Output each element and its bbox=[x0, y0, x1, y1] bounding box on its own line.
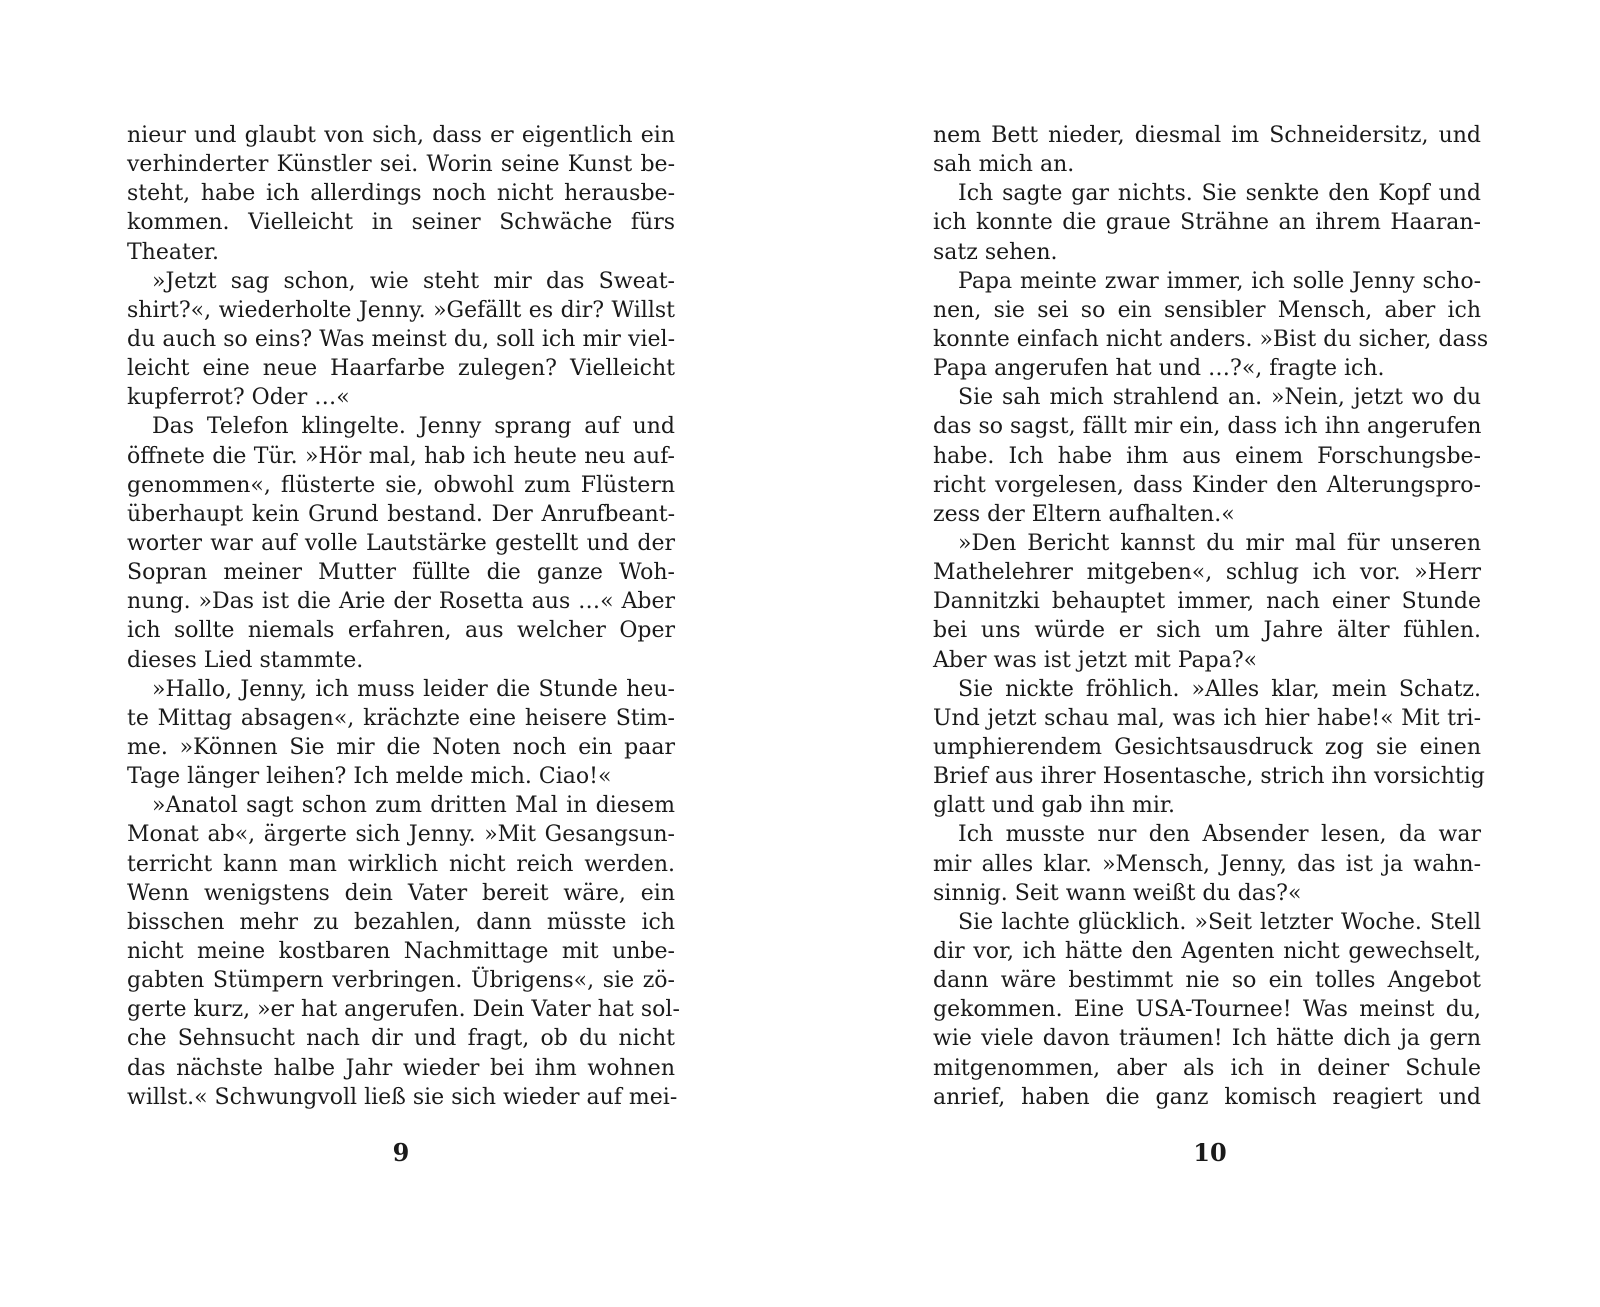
text-line: öffnete die Tür. »Hör mal, hab ich heute neu auf- bbox=[127, 443, 675, 469]
text-line: shirt?«, wiederholte Jenny. »Gefällt es dir? Willst bbox=[127, 297, 675, 323]
text-line: Und jetzt schau mal, was ich hier habe!« Mit tri- bbox=[933, 705, 1481, 731]
text-line: nem Bett nieder, diesmal im Schneidersitz, und bbox=[933, 123, 1481, 148]
text-line: gerte kurz, »er hat angerufen. Dein Vater hat sol- bbox=[127, 997, 680, 1023]
text-line: »Anatol sagt schon zum dritten Mal in diesem bbox=[152, 793, 675, 819]
text-line: bisschen mehr zu bezahlen, dann müsste ich bbox=[127, 909, 675, 935]
text-line: willst.« Schwungvoll ließ sie sich wieder auf mei- bbox=[127, 1084, 678, 1110]
text-line: das nächste halbe Jahr wieder bei ihm wohnen bbox=[127, 1055, 675, 1081]
text-line: Sie sah mich strahlend an. »Nein, jetzt wo du bbox=[958, 385, 1481, 411]
text-line: steht, habe ich allerdings noch nicht herausbe- bbox=[127, 181, 675, 207]
text-line: mir alles klar. »Mensch, Jenny, das ist ja wahn- bbox=[933, 851, 1481, 877]
text-line: Brief aus ihrer Hosentasche, strich ihn vorsichtig bbox=[933, 764, 1485, 790]
text-line: Sie lachte glücklich. »Seit letzter Woche. Stell bbox=[958, 909, 1481, 935]
text-line: »Jetzt sag schon, wie steht mir das Sweat- bbox=[152, 268, 675, 294]
text-line: Monat ab«, ärgerte sich Jenny. »Mit Gesangsun- bbox=[127, 822, 675, 848]
left-page-number: 9 bbox=[392, 1138, 410, 1167]
text-line: dieses Lied stammte. bbox=[127, 647, 364, 673]
text-line: gekommen. Eine USA-Tournee! Was meinst du, bbox=[933, 997, 1481, 1023]
text-line: anrief, haben die ganz komisch reagiert und bbox=[933, 1084, 1481, 1110]
text-line: kommen. Vielleicht in seiner Schwäche fürs bbox=[127, 210, 675, 236]
text-line: che Sehnsucht nach dir und fragt, ob du nicht bbox=[127, 1026, 675, 1052]
text-line: »Den Bericht kannst du mir mal für unseren bbox=[958, 530, 1481, 556]
text-line: worter war auf volle Lautstärke gestellt und der bbox=[127, 530, 675, 556]
text-line: Papa meinte zwar immer, ich solle Jenny scho- bbox=[958, 268, 1481, 294]
text-line: Aber was ist jetzt mit Papa?« bbox=[933, 647, 1258, 673]
text-line: dir vor, ich hätte den Agenten nicht gewechselt, bbox=[933, 938, 1481, 964]
text-line: Ich musste nur den Absender lesen, da war bbox=[958, 822, 1481, 848]
text-line: terricht kann man wirklich nicht reich werden. bbox=[127, 851, 675, 877]
text-line: ich sollte niemals erfahren, aus welcher Oper bbox=[127, 618, 675, 644]
text-line: Papa angerufen hat und …?«, fragte ich. bbox=[933, 356, 1385, 382]
text-line: sinnig. Seit wann weißt du das?« bbox=[933, 880, 1302, 906]
text-line: leicht eine neue Haarfarbe zulegen? Vielleicht bbox=[127, 356, 675, 382]
text-line: kupferrot? Oder …« bbox=[127, 385, 350, 411]
text-line: überhaupt kein Grund bestand. Der Anrufbeant- bbox=[127, 501, 675, 527]
text-line: me. »Können Sie mir die Noten noch ein paar bbox=[127, 734, 675, 760]
text-line: Dannitzki behauptet immer, nach einer Stunde bbox=[933, 589, 1481, 615]
text-line: Wenn wenigstens dein Vater bereit wäre, ein bbox=[127, 880, 675, 906]
text-line: nung. »Das ist die Arie der Rosetta aus …« Aber bbox=[127, 589, 675, 615]
text-line: glatt und gab ihn mir. bbox=[933, 793, 1175, 819]
text-line: Tage länger leihen? Ich melde mich. Ciao!« bbox=[127, 764, 612, 790]
text-line: bei uns würde er sich um Jahre älter fühlen. bbox=[933, 618, 1481, 644]
right-page-number: 10 bbox=[1193, 1138, 1227, 1167]
text-line: nicht meine kostbaren Nachmittage mit unbe- bbox=[127, 938, 675, 964]
text-line: Mathelehrer mitgeben«, schlug ich vor. »Herr bbox=[933, 560, 1481, 586]
text-line: konnte einfach nicht anders. »Bist du sicher, dass bbox=[933, 326, 1489, 352]
text-line: Das Telefon klingelte. Jenny sprang auf und bbox=[152, 414, 675, 440]
text-line: mitgenommen, aber als ich in deiner Schule bbox=[933, 1055, 1481, 1081]
text-line: ich konnte die graue Strähne an ihrem Haaran- bbox=[933, 210, 1481, 236]
text-line: nen, sie sei so ein sensibler Mensch, aber ich bbox=[933, 297, 1481, 323]
text-line: umphierendem Gesichtsausdruck zog sie einen bbox=[933, 734, 1481, 760]
text-line: dann wäre bestimmt nie so ein tolles Angebot bbox=[933, 968, 1481, 994]
text-line: Ich sagte gar nichts. Sie senkte den Kopf und bbox=[958, 181, 1481, 207]
text-line: satz sehen. bbox=[933, 239, 1058, 265]
text-line: habe. Ich habe ihm aus einem Forschungsbe- bbox=[933, 443, 1481, 469]
text-line: genommen«, flüsterte sie, obwohl zum Flüstern bbox=[127, 472, 675, 498]
text-line: gabten Stümpern verbringen. Übrigens«, sie zö- bbox=[127, 968, 675, 994]
text-line: du auch so eins? Was meinst du, soll ich mir viel- bbox=[127, 326, 675, 352]
text-line: richt vorgelesen, dass Kinder den Alterungspro- bbox=[933, 472, 1481, 498]
left-page-text bbox=[127, 121, 680, 1112]
text-line: te Mittag absagen«, krächzte eine heisere Stim- bbox=[127, 705, 675, 731]
text-line: Sopran meiner Mutter füllte die ganze Woh- bbox=[127, 560, 675, 586]
text-line: wie viele davon träumen! Ich hätte dich ja gern bbox=[933, 1026, 1481, 1052]
text-line: sah mich an. bbox=[933, 152, 1075, 178]
text-line: »Hallo, Jenny, ich muss leider die Stunde heu- bbox=[152, 676, 675, 702]
right-page-text bbox=[933, 121, 1489, 1112]
text-line: Theater. bbox=[127, 239, 219, 265]
text-line: Sie nickte fröhlich. »Alles klar, mein Schatz. bbox=[958, 676, 1481, 702]
text-line: nieur und glaubt von sich, dass er eigentlich ein bbox=[127, 123, 675, 148]
text-line: zess der Eltern aufhalten.« bbox=[933, 501, 1235, 527]
text-line: das so sagst, fällt mir ein, dass ich ihn angerufen bbox=[933, 414, 1482, 440]
text-line: verhinderter Künstler sei. Worin seine Kunst be- bbox=[127, 152, 675, 178]
